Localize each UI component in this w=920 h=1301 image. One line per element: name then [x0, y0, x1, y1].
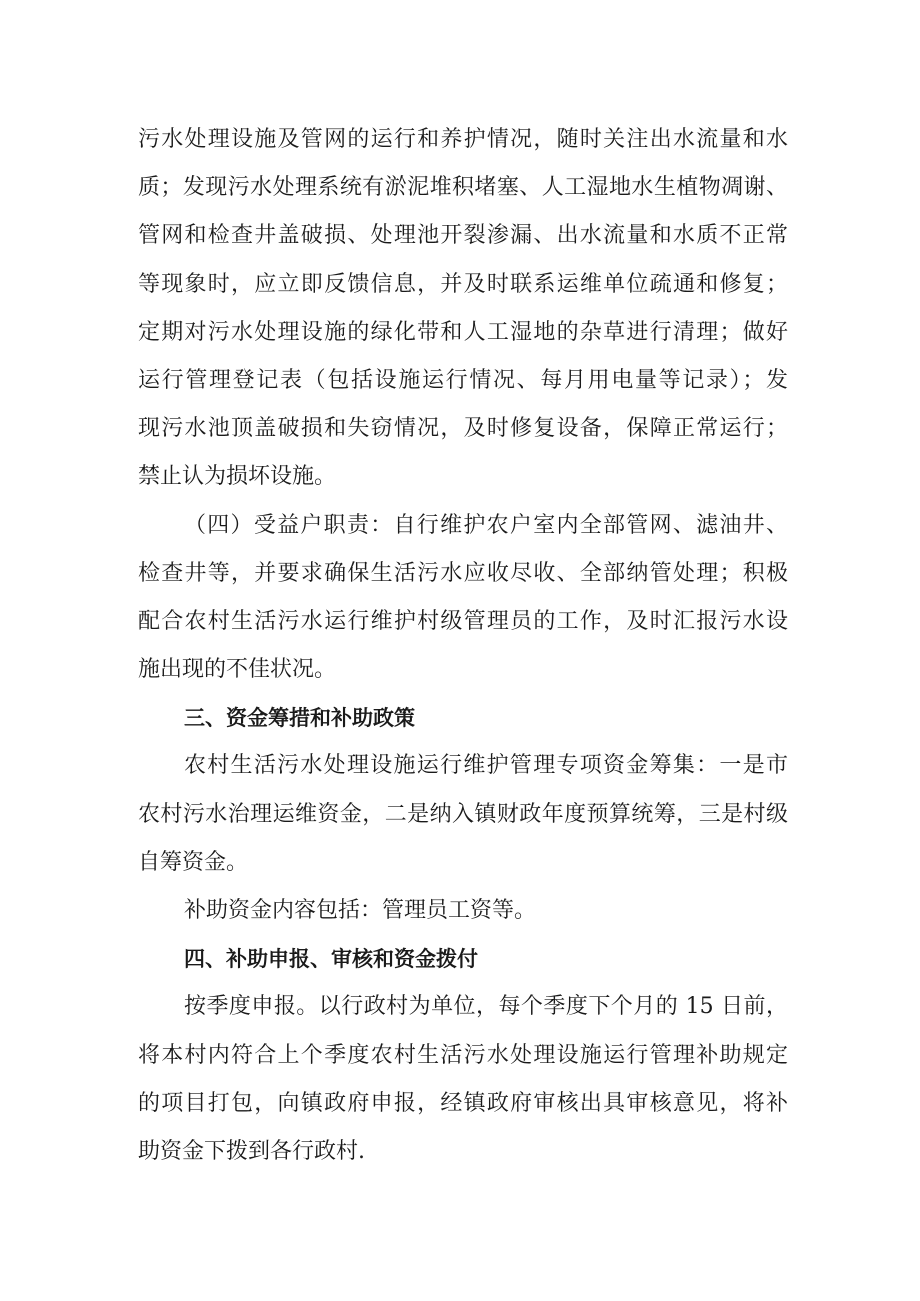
paragraph-subsidy-content: 补助资金内容包括：管理员工资等。 [184, 898, 537, 923]
text-line: 自筹资金。 [138, 849, 249, 875]
text-line: 农村污水治理运维资金，二是纳入镇财政年度预算统筹，三是村级 [138, 801, 788, 827]
text-line: 施出现的不佳状况。 [138, 657, 337, 683]
text-line: 按季度申报。以行政村为单位，每个季度下个月的 15 日前， [184, 994, 788, 1020]
paragraph-beneficiary-duties [138, 502, 788, 695]
text-line: （四）受益户职责：自行维护农户室内全部管网、滤油井、 [184, 512, 788, 538]
paragraph-funding-sources [138, 742, 788, 887]
text-line: 禁止认为损坏设施。 [138, 464, 337, 490]
text-line: 助资金下拨到各行政村. [138, 1138, 365, 1164]
text-line: 农村生活污水处理设施运行维护管理专项资金筹集：一是市 [184, 753, 788, 779]
text-line: 检查井等，并要求确保生活污水应收尽收、全部纳管处理；积极 [138, 560, 788, 586]
text-line: 现污水池顶盖破损和失窃情况，及时修复设备，保障正常运行； [138, 416, 788, 442]
text-line: 质；发现污水处理系统有淤泥堆积堵塞、人工湿地水生植物凋谢、 [138, 175, 788, 201]
text-line: 污水处理设施及管网的运行和养护情况，随时关注出水流量和水 [138, 127, 788, 152]
section-heading-funding: 三、资金筹措和补助政策 [184, 706, 415, 731]
text-line: 等现象时，应立即反馈信息，并及时联系运维单位疏通和修复； [138, 271, 788, 297]
text-line: 将本村内符合上个季度农村生活污水处理设施运行管理补助规定 [138, 1042, 788, 1068]
text-line: 管网和检查井盖破损、处理池开裂渗漏、出水流量和水质不正常 [138, 223, 788, 249]
text-line: 配合农村生活污水运行维护村级管理员的工作，及时汇报污水设 [138, 608, 788, 634]
paragraph-maintenance-duties [138, 116, 788, 502]
document-page [138, 116, 788, 1176]
text-line: 的项目打包，向镇政府申报，经镇政府审核出具审核意见，将补 [138, 1090, 788, 1116]
paragraph-application-process [138, 983, 788, 1176]
text-line: 定期对污水处理设施的绿化带和人工湿地的杂草进行清理；做好 [138, 319, 788, 345]
section-heading-application: 四、补助申报、审核和资金拨付 [184, 947, 478, 972]
text-line: 运行管理登记表（包括设施运行情况、每月用电量等记录）；发 [138, 367, 788, 393]
